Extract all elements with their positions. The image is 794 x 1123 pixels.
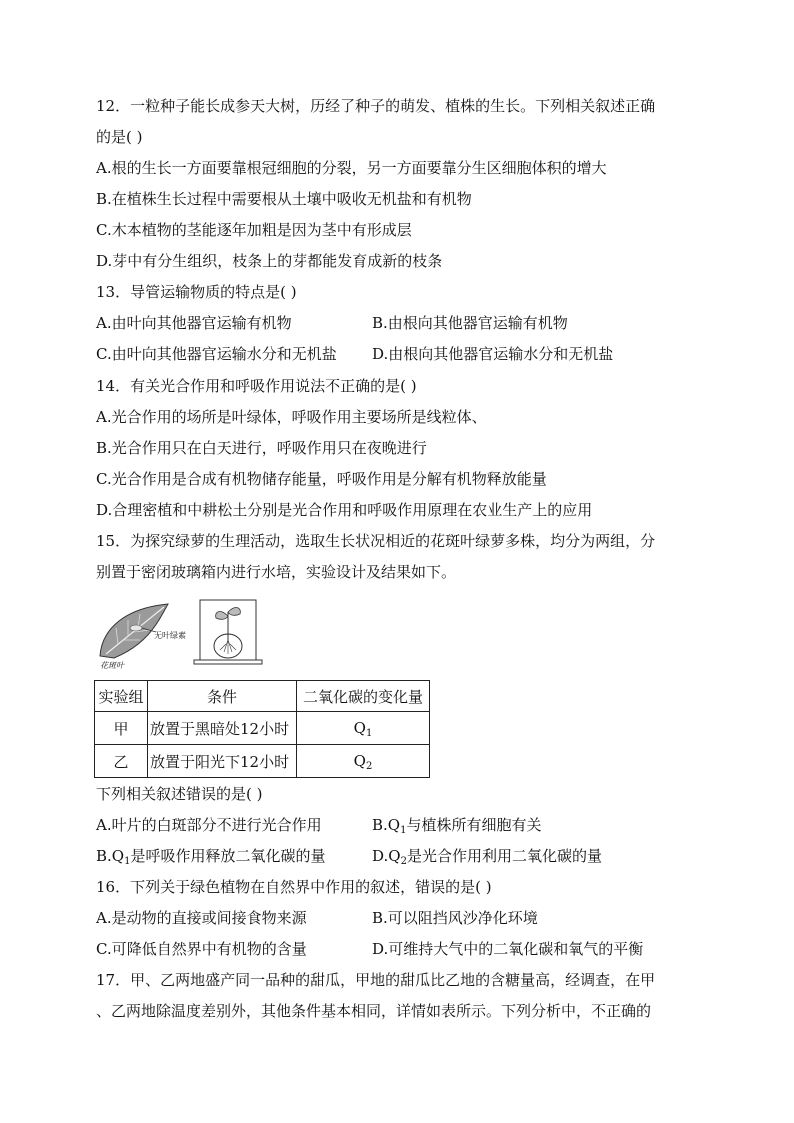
q12-option-d: D.芽中有分生组织，枝条上的芽都能发育成新的枝条: [96, 252, 443, 270]
header-co2-change: 二氧化碳的变化量: [297, 681, 430, 712]
q12-stem-line1: 12．一粒种子能长成参天大树，历经了种子的萌发、植株的生长。下列相关叙述正确: [96, 97, 656, 115]
variegated-leaf-and-plant-illustration: [96, 598, 266, 670]
label-no-chlorophyll: 无叶绿素: [154, 631, 186, 640]
q12-option-a: A.根的生长一方面要靠根冠细胞的分裂，另一方面要靠分生区细胞体积的增大: [96, 159, 607, 177]
row-condition: 放置于黑暗处12小时: [148, 712, 297, 745]
q15-option-a: A.叶片的白斑部分不进行光合作用: [96, 816, 322, 834]
q14-option-d: D.合理密植和中耕松土分别是光合作用和呼吸作用原理在农业生产上的应用: [96, 501, 593, 519]
q13-option-a: A.由叶向其他器官运输有机物: [96, 314, 292, 332]
q16-option-d: D.可维持大气中的二氧化碳和氧气的平衡: [372, 940, 644, 958]
q15-stem-line1: 15．为探究绿萝的生理活动，选取生长状况相近的花斑叶绿萝多株，均分为两组，分: [96, 532, 656, 550]
table-row: [95, 712, 430, 745]
q16-option-b: B.可以阻挡风沙净化环境: [372, 909, 538, 927]
q14-option-c: C.光合作用是合成有机物储存能量，呼吸作用是分解有机物释放能量: [96, 470, 547, 488]
label-variegated-leaf: 花斑叶: [100, 661, 124, 670]
q16-stem: 16．下列关于绿色植物在自然界中作用的叙述，错误的是( ): [96, 878, 492, 896]
q14-option-a: A.光合作用的场所是叶绿体，呼吸作用主要场所是线粒体、: [96, 408, 487, 426]
q16-option-a: A.是动物的直接或间接食物来源: [96, 909, 307, 927]
row-condition: 放置于阳光下12小时: [148, 745, 297, 778]
q16-option-c: C.可降低自然界中有机物的含量: [96, 940, 307, 958]
q13-option-c: C.由叶向其他器官运输水分和无机盐: [96, 345, 337, 363]
q15-option-b: $B.Q_1$与植株所有细胞有关: [372, 816, 542, 836]
experiment-table: [94, 680, 430, 778]
q15-option-d: $D.Q_2$是光合作用利用二氧化碳的量: [372, 847, 602, 867]
row-co2: $Q_2$: [297, 745, 430, 778]
q17-stem-line2: 、乙两地除温度差别外，其他条件基本相同，详情如表所示。下列分析中，不正确的: [96, 1002, 652, 1020]
q13-option-b: B.由根向其他器官运输有机物: [372, 314, 568, 332]
q12-stem-line2: 的是( ): [96, 128, 143, 146]
q14-option-b: B.光合作用只在白天进行，呼吸作用只在夜晚进行: [96, 439, 427, 457]
table-row: [95, 745, 430, 778]
q12-option-b: B.在植株生长过程中需要根从土壤中吸收无机盐和有机物: [96, 190, 472, 208]
q15-question: 下列相关叙述错误的是( ): [96, 785, 263, 803]
header-group: 实验组: [95, 681, 148, 712]
header-condition: 条件: [148, 681, 297, 712]
row-co2: $Q_1$: [297, 712, 430, 745]
q17-stem-line1: 17．甲、乙两地盛产同一品种的甜瓜，甲地的甜瓜比乙地的含糖量高，经调查，在甲: [96, 971, 656, 989]
q15-stem-line2: 别置于密闭玻璃箱内进行水培，实验设计及结果如下。: [96, 563, 457, 581]
q13-option-d: D.由根向其他器官运输水分和无机盐: [372, 345, 614, 363]
q12-option-c: C.木本植物的茎能逐年加粗是因为茎中有形成层: [96, 221, 412, 239]
table-header-row: [95, 681, 430, 712]
experiment-figure: [96, 598, 266, 670]
q13-stem: 13．导管运输物质的特点是( ): [96, 283, 297, 301]
q14-stem: 14．有关光合作用和呼吸作用说法不正确的是( ): [96, 377, 417, 395]
sealed-glass-box-icon: [194, 600, 262, 664]
row-group: 乙: [95, 745, 148, 778]
q15-option-c: $B.Q_1$是呼吸作用释放二氧化碳的量: [96, 847, 326, 867]
row-group: 甲: [95, 712, 148, 745]
